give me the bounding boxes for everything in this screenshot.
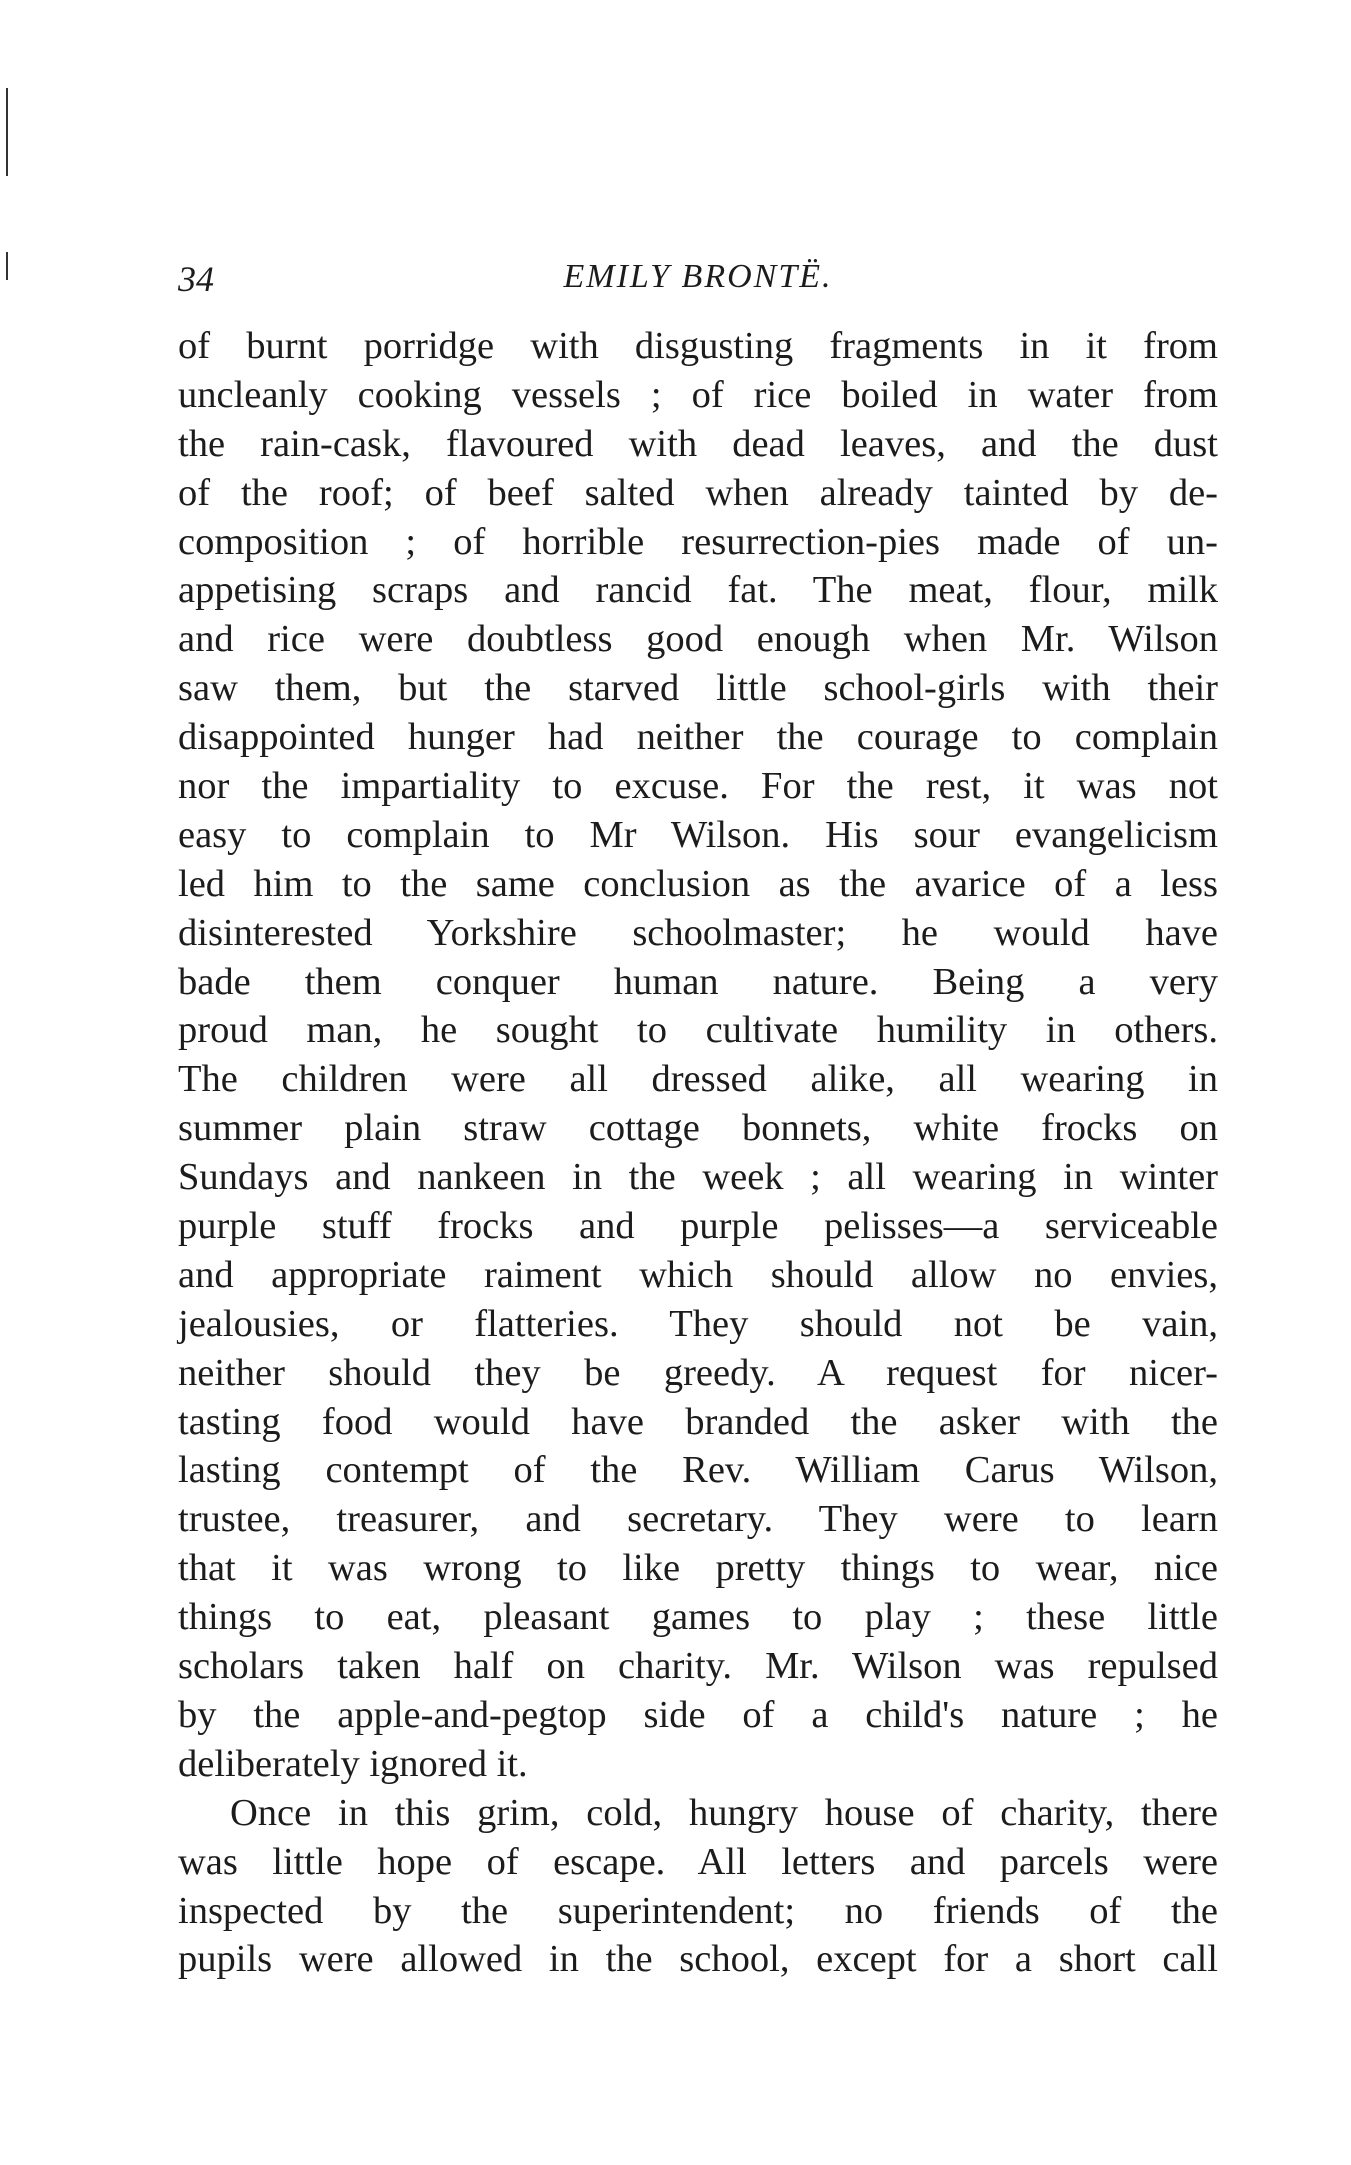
text-line: pupils were allowed in the school, except for a short call — [178, 1938, 1218, 1981]
body-text — [178, 322, 1218, 1984]
text-line: that it was wrong to like pretty things to wear, nice — [178, 1547, 1218, 1590]
text-line: was little hope of escape. All letters and parcels were — [178, 1840, 1218, 1883]
text-line: uncleanly cooking vessels ; of rice boiled in water from — [178, 373, 1218, 416]
text-line: Once in this grim, cold, hungry house of charity, there — [230, 1791, 1218, 1834]
text-line: appetising scraps and rancid fat. The meat, flour, milk — [178, 569, 1218, 612]
text-line: The children were all dressed alike, all wearing in — [178, 1058, 1218, 1101]
text-line: inspected by the superintendent; no friends of the — [178, 1889, 1218, 1932]
text-line: bade them conquer human nature. Being a very — [178, 960, 1218, 1003]
text-line: nor the impartiality to excuse. For the rest, it was not — [178, 765, 1218, 808]
text-line: and rice were doubtless good enough when Mr. Wilson — [178, 618, 1218, 661]
text-line: by the apple-and-pegtop side of a child's nature ; he — [178, 1693, 1218, 1736]
text-line: of the roof; of beef salted when already tainted by de- — [178, 471, 1218, 514]
text-line: trustee, treasurer, and secretary. They were to learn — [178, 1498, 1218, 1541]
text-line: and appropriate raiment which should allow no envies, — [178, 1253, 1218, 1296]
text-line: disinterested Yorkshire schoolmaster; he would have — [178, 911, 1218, 954]
paragraph — [178, 1789, 1218, 1985]
text-line: of burnt porridge with disgusting fragments in it from — [178, 325, 1218, 367]
page-number: 34 — [178, 259, 214, 299]
text-line: things to eat, pleasant games to play ; these little — [178, 1596, 1218, 1639]
text-line: Sundays and nankeen in the week ; all wearing in winter — [178, 1156, 1218, 1199]
paragraph — [178, 322, 1218, 1789]
text-line: summer plain straw cottage bonnets, white frocks on — [178, 1107, 1218, 1150]
text-line: lasting contempt of the Rev. William Carus Wilson, — [178, 1449, 1218, 1492]
text-line: composition ; of horrible resurrection-pies made of un- — [178, 520, 1218, 563]
text-line: easy to complain to Mr Wilson. His sour evangelicism — [178, 813, 1218, 856]
text-line: neither should they be greedy. A request for nicer- — [178, 1351, 1218, 1394]
running-head: EMILY BRONTË. — [563, 258, 833, 295]
margin-rule-mark — [6, 88, 8, 176]
text-line: purple stuff frocks and purple pelisses—a serviceable — [178, 1205, 1218, 1248]
text-line: proud man, he sought to cultivate humility in others. — [178, 1009, 1218, 1052]
text-line: the rain-cask, flavoured with dead leaves, and the dust — [178, 422, 1218, 465]
text-line: scholars taken half on charity. Mr. Wilson was repulsed — [178, 1645, 1218, 1688]
text-line: tasting food would have branded the asker with the — [178, 1400, 1218, 1443]
margin-rule-mark — [6, 252, 8, 280]
text-line: disappointed hunger had neither the courage to complain — [178, 716, 1218, 759]
text-line: led him to the same conclusion as the avarice of a less — [178, 862, 1218, 905]
text-line: jealousies, or flatteries. They should not be vain, — [178, 1302, 1218, 1345]
text-line: saw them, but the starved little school-girls with their — [178, 667, 1218, 710]
page-header — [178, 258, 1218, 308]
text-line: deliberately ignored it. — [178, 1742, 528, 1785]
